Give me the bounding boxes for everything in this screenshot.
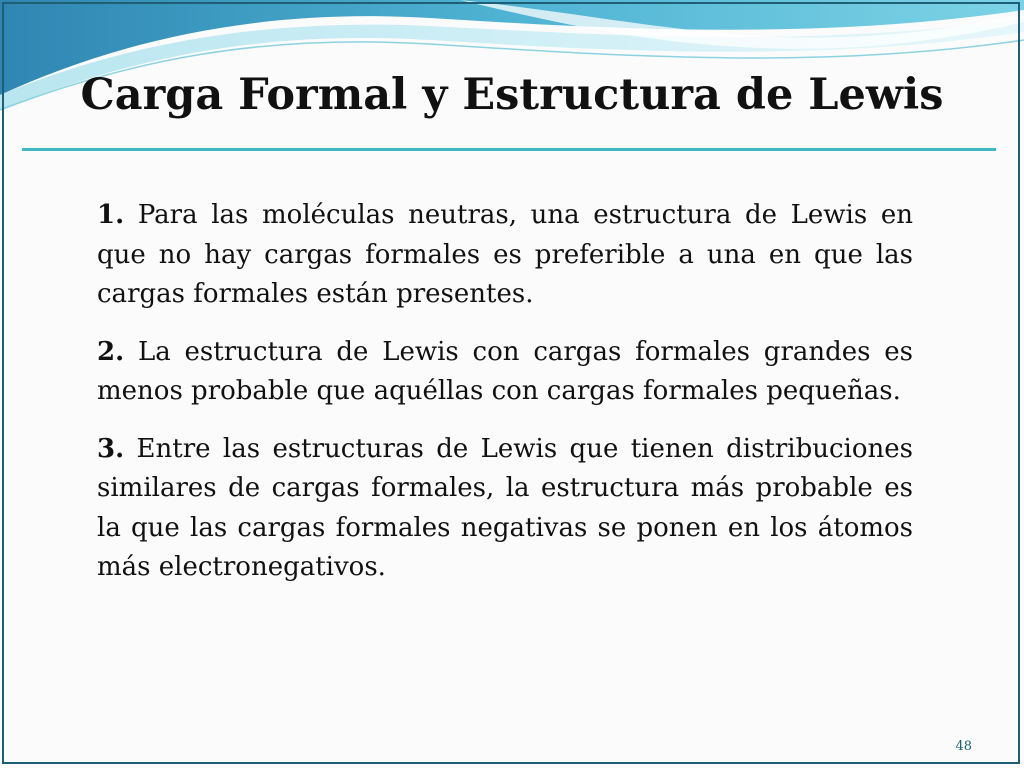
rule-item [97,430,913,588]
title-underline [22,148,996,151]
rules-list [97,196,913,606]
rule-number: 3. [97,433,125,464]
rule-number: 1. [97,200,125,230]
rule-number: 2. [97,336,125,367]
rule-text: Entre las estructuras de Lewis que tienen distribuciones similares de cargas formales, la estructura más probable es la que las cargas formales negativas se ponen en los átomos más electronegativos. [97,433,914,582]
rule-item [97,196,913,315]
page-number: 48 [955,739,972,754]
rule-text: Para las moléculas neutras, una estructura de Lewis en que no hay cargas formales es preferible a una en que las cargas formales están presentes. [97,200,913,309]
rule-text: La estructura de Lewis con cargas formales grandes es menos probable que aquéllas con cargas formales pequeñas. [97,336,914,406]
slide-title: Carga Formal y Estructura de Lewis [80,70,944,120]
rule-item [97,333,913,412]
